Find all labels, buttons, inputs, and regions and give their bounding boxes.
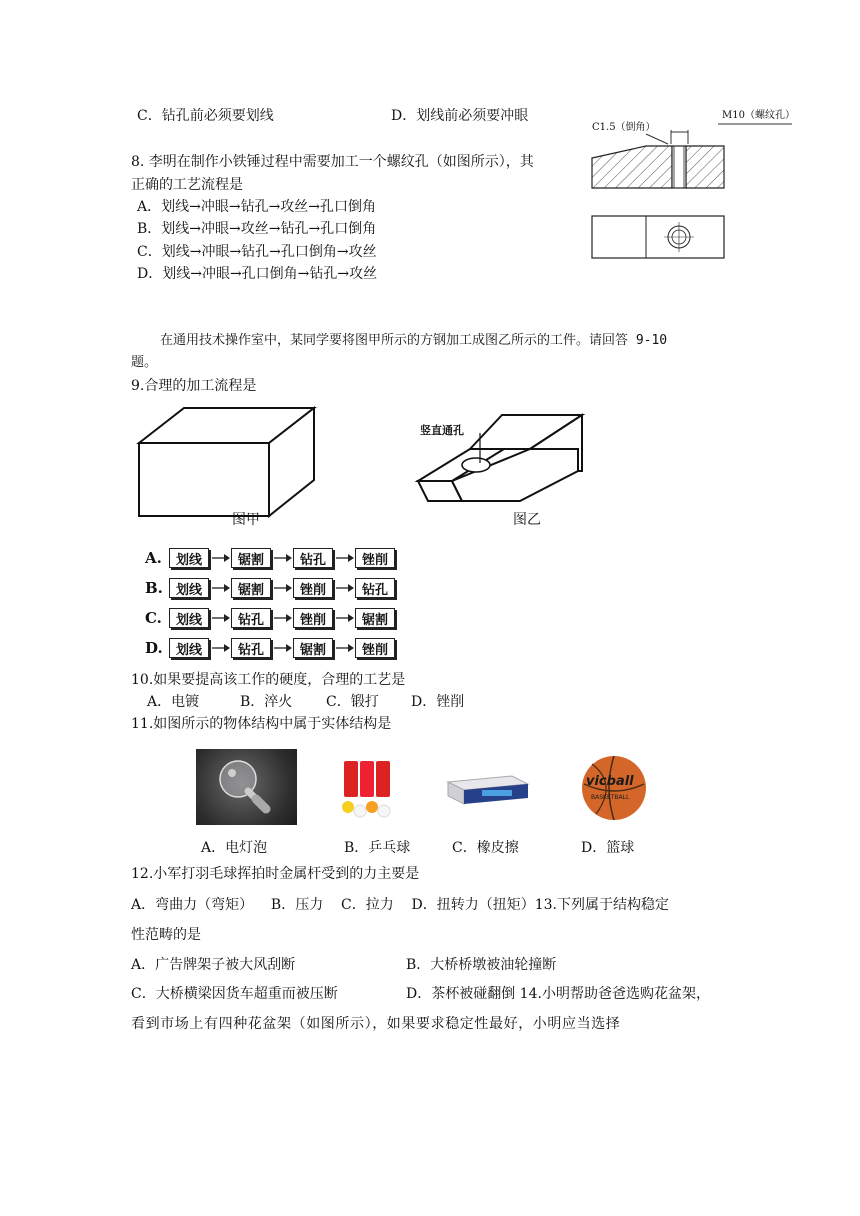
eraser-photo xyxy=(442,762,532,812)
arrow-right-icon xyxy=(209,578,231,598)
q13-line2: 性范畴的是 xyxy=(131,927,201,943)
light-bulb-photo xyxy=(196,749,297,825)
q14-line2: 看到市场上有四种花盆架（如图所示），如果要求稳定性最好，小明应当选择 xyxy=(131,1016,621,1032)
arrow-right-icon xyxy=(209,638,231,658)
flow-row-d xyxy=(145,637,395,659)
arrow-right-icon xyxy=(333,608,355,628)
basketball-sub: BASKETBALL xyxy=(591,794,630,801)
figure-a-caption: 图甲 xyxy=(232,512,260,528)
arrow-right-icon xyxy=(271,548,293,568)
flow-row-b xyxy=(145,577,395,599)
flow-step: 划线 xyxy=(169,638,209,658)
ping-pong-ball-photo xyxy=(330,749,410,825)
flow-step: 锉削 xyxy=(355,638,395,658)
q13-option-a: A．广告牌架子被大风刮断 xyxy=(131,957,296,973)
flow-row-c xyxy=(145,607,395,629)
flow-step: 钻孔 xyxy=(355,578,395,598)
vertical-hole-label: 竖直通孔 xyxy=(420,424,464,437)
q7-option-c: C．钻孔前必须要划线 xyxy=(137,108,274,124)
q11-option-d: D．篮球 xyxy=(581,840,635,856)
q8-option-c: C．划线→冲眼→钻孔→孔口倒角→攻丝 xyxy=(137,244,377,260)
flow-step: 划线 xyxy=(169,548,209,568)
q12-stem: 12.小军打羽毛球挥拍时金属杆受到的力主要是 xyxy=(131,866,420,882)
q10-option-a: A．电镀 xyxy=(147,694,200,710)
q13-option-c: C．大桥横梁因货车超重而被压断 xyxy=(131,986,338,1002)
q10-option-c: C．锻打 xyxy=(326,694,379,710)
chamfer-label: C1.5（倒角） xyxy=(592,122,656,133)
flow-step: 锉削 xyxy=(293,578,333,598)
flow-letter: B. xyxy=(145,579,163,597)
arrow-right-icon xyxy=(333,638,355,658)
basketball-logo: vicball xyxy=(586,774,634,789)
q9-stem: 9.合理的加工流程是 xyxy=(131,378,257,394)
arrow-right-icon xyxy=(271,608,293,628)
q10-option-d: D．锉削 xyxy=(411,694,465,710)
arrow-right-icon xyxy=(333,548,355,568)
flow-row-a xyxy=(145,547,395,569)
flow-step: 锯割 xyxy=(355,608,395,628)
flow-letter: C. xyxy=(145,609,162,627)
thread-label: M10（螺纹孔） xyxy=(722,110,795,121)
q7-option-d: D．划线前必须要冲眼 xyxy=(391,108,529,124)
flow-letter: A. xyxy=(145,549,162,567)
arrow-right-icon xyxy=(271,638,293,658)
q12-options-line: A．弯曲力（弯矩） B．压力 C．拉力 D．扭转力（扭矩）13.下列属于结构稳定 xyxy=(131,897,670,913)
q13-option-d-q14-start: D．茶杯被碰翻倒 14.小明帮助爸爸选购花盆架， xyxy=(406,986,710,1002)
arrow-right-icon xyxy=(271,578,293,598)
flow-step: 划线 xyxy=(169,608,209,628)
flow-letter: D. xyxy=(145,639,163,657)
threaded-hole-figure xyxy=(586,104,800,262)
arrow-right-icon xyxy=(209,608,231,628)
flow-step: 钻孔 xyxy=(231,638,271,658)
q11-option-b: B．乒乓球 xyxy=(344,840,411,856)
q13-option-b: B．大桥桥墩被油轮撞断 xyxy=(406,957,557,973)
intro-line1: 在通用技术操作室中，某同学要将图甲所示的方钢加工成图乙所示的工件。请回答 9-10 xyxy=(160,333,668,348)
q8-option-b: B．划线→冲眼→攻丝→钻孔→孔口倒角 xyxy=(137,221,377,237)
square-steel-figure xyxy=(134,398,324,523)
flow-step: 锉削 xyxy=(293,608,333,628)
flow-step: 划线 xyxy=(169,578,209,598)
q10-option-b: B．淬火 xyxy=(240,694,293,710)
q11-option-a: A．电灯泡 xyxy=(201,840,268,856)
q8-option-a: A．划线→冲眼→钻孔→攻丝→孔口倒角 xyxy=(137,199,377,215)
flow-step: 钻孔 xyxy=(293,548,333,568)
q8-option-d: D．划线→冲眼→孔口倒角→钻孔→攻丝 xyxy=(137,266,378,282)
q10-stem: 10.如果要提高该工作的硬度，合理的工艺是 xyxy=(131,672,406,688)
q8-stem-line2: 正确的工艺流程是 xyxy=(131,177,243,193)
flow-step: 锯割 xyxy=(231,548,271,568)
q8-stem-line1: 8. 李明在制作小铁锤过程中需要加工一个螺纹孔（如图所示），其 xyxy=(131,154,534,170)
flow-step: 锯割 xyxy=(231,578,271,598)
q11-option-c: C．橡皮擦 xyxy=(452,840,519,856)
arrow-right-icon xyxy=(209,548,231,568)
basketball-photo xyxy=(578,754,650,826)
workpiece-figure xyxy=(410,405,610,515)
flow-step: 钻孔 xyxy=(231,608,271,628)
flow-step: 锯割 xyxy=(293,638,333,658)
q11-stem: 11.如图所示的物体结构中属于实体结构是 xyxy=(131,716,392,732)
intro-line2: 题。 xyxy=(131,355,158,370)
arrow-right-icon xyxy=(333,578,355,598)
figure-b-caption: 图乙 xyxy=(513,512,541,528)
flow-step: 锉削 xyxy=(355,548,395,568)
section-view-drawing xyxy=(586,104,800,262)
